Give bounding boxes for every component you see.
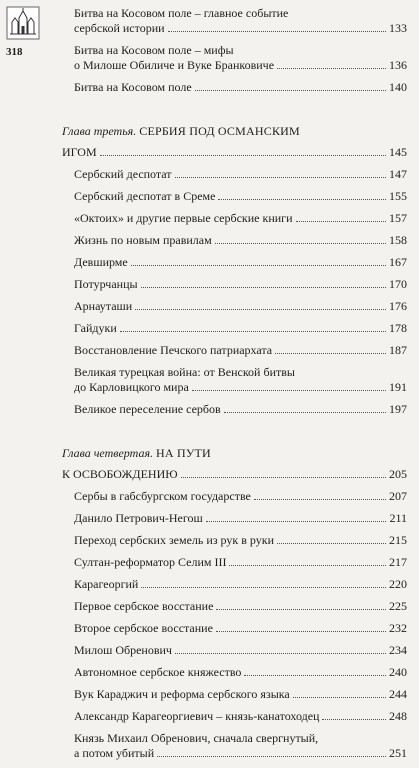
toc-entry-title: о Милоше Обиличе и Вуке Бранковиче [74, 58, 275, 72]
toc-entry [62, 555, 407, 570]
toc-entry-page: 240 [389, 665, 407, 679]
toc-entry [62, 489, 407, 504]
toc-entry-page: 178 [389, 321, 407, 335]
toc-entry-page: 140 [389, 80, 407, 94]
toc-entry-title: Автономное сербское княжество [74, 665, 242, 679]
toc-entry-page: 217 [389, 555, 407, 569]
toc-entry-title: Сербы в габсбургском государстве [74, 489, 251, 503]
toc-entry-title: Сербский деспотат [74, 167, 172, 181]
toc-entry-title: сербской истории [74, 21, 165, 35]
toc-entry-title: Великое переселение сербов [74, 402, 221, 416]
toc-entry-title: а потом убитый [74, 746, 155, 760]
toc-entry [62, 189, 407, 204]
toc-entry [62, 380, 407, 395]
chapter-3-heading: Глава третья. СЕРБИЯ ПОД ОСМАНСКИМ [62, 124, 300, 138]
toc-entry-title: Данило Петрович-Негош [74, 511, 203, 525]
table-of-contents [62, 6, 407, 768]
toc-entry-page: 211 [389, 511, 407, 525]
toc-entry [62, 365, 407, 380]
toc-entry [62, 402, 407, 417]
toc-entry-page: 187 [389, 343, 407, 357]
toc-entry [62, 21, 407, 36]
toc-entry [62, 577, 407, 592]
toc-entry [62, 665, 407, 680]
toc-entry-page: 215 [389, 533, 407, 547]
toc-entry-page: 248 [389, 709, 407, 723]
toc-entry-title: «Октоих» и другие первые сербские книги [74, 211, 293, 225]
toc-entry-page: 155 [389, 189, 407, 203]
toc-entry [62, 299, 407, 314]
toc-entry [62, 233, 407, 248]
toc-entry-page: 197 [389, 402, 407, 416]
toc-entry [62, 43, 407, 58]
toc-entry [62, 211, 407, 226]
toc-entry-title: Девширме [74, 255, 128, 269]
toc-entry-title: Второе сербское восстание [74, 621, 213, 635]
toc-entry-title: Битва на Косовом поле – главное событие [74, 6, 289, 20]
toc-entry [62, 511, 407, 526]
chapter-4-heading: Глава четвертая. НА ПУТИ [62, 446, 211, 460]
toc-entry [62, 255, 407, 270]
toc-entry-title: Битва на Косовом поле [74, 80, 192, 94]
chapter-4-heading-line2: К ОСВОБОЖДЕНИЮ 205 [62, 467, 407, 481]
toc-entry-page: 158 [389, 233, 407, 247]
chapter-4-page: 205 [389, 467, 407, 481]
church-icon [6, 6, 40, 40]
toc-entry-page: 251 [389, 746, 407, 760]
toc-entry-title: Жизнь по новым правилам [74, 233, 212, 247]
toc-entry [62, 277, 407, 292]
toc-entry [62, 167, 407, 182]
toc-entry-title: Гайдуки [74, 321, 117, 335]
toc-entry [62, 731, 407, 746]
toc-group-chapter-4 [62, 489, 407, 761]
toc-entry-page: 133 [389, 21, 407, 35]
toc-entry-page: 191 [389, 380, 407, 394]
toc-entry-title: Князь Михаил Обренович, сначала свергнутый, [74, 731, 319, 745]
toc-entry [62, 80, 407, 95]
toc-group-chapter-3 [62, 167, 407, 417]
toc-entry-title: Арнауташи [74, 299, 133, 313]
toc-entry [62, 621, 407, 636]
toc-entry [62, 643, 407, 658]
toc-entry-title: Вук Караджич и реформа сербского языка [74, 687, 290, 701]
toc-entry-title: Карагеоргий [74, 577, 139, 591]
toc-entry-page: 136 [389, 58, 407, 72]
toc-entry [62, 6, 407, 21]
toc-entry-page: 157 [389, 211, 407, 225]
toc-entry-page: 232 [389, 621, 407, 635]
toc-entry [62, 533, 407, 548]
chapter-3-page: 145 [389, 145, 407, 159]
toc-entry-page: 207 [389, 489, 407, 503]
chapter-3-heading-line2: ИГОМ 145 [62, 145, 407, 159]
page-number: 318 [6, 46, 23, 58]
toc-entry-title: Первое сербское восстание [74, 599, 214, 613]
toc-entry-title: Переход сербских земель из рук в руки [74, 533, 274, 547]
toc-entry-page: 176 [389, 299, 407, 313]
toc-entry [62, 599, 407, 614]
toc-entry [62, 343, 407, 358]
toc-entry-page: 225 [389, 599, 407, 613]
toc-group-chapter-2-end [62, 6, 407, 95]
toc-entry-title: Потурчанцы [74, 277, 138, 291]
toc-entry-title: Сербский деспотат в Среме [74, 189, 216, 203]
toc-entry [62, 58, 407, 73]
toc-entry-page: 220 [389, 577, 407, 591]
toc-entry-title: Милош Обренович [74, 643, 172, 657]
toc-entry-title: Султан-реформатор Селим III [74, 555, 227, 569]
toc-entry-title: Александр Карагеоргиевич – князь-канатоходец [74, 709, 320, 723]
toc-entry-title: Великая турецкая война: от Венской битвы [74, 365, 295, 379]
toc-entry-page: 244 [389, 687, 407, 701]
toc-entry [62, 321, 407, 336]
toc-entry-page: 147 [389, 167, 407, 181]
toc-entry-title: Восстановление Печского патриархата [74, 343, 273, 357]
toc-entry [62, 746, 407, 761]
toc-entry-page: 234 [389, 643, 407, 657]
toc-entry-title: до Карловицкого мира [74, 380, 189, 394]
toc-entry [62, 709, 407, 724]
toc-entry-page: 167 [389, 255, 407, 269]
toc-entry-title: Битва на Косовом поле – мифы [74, 43, 234, 57]
toc-entry-page: 170 [389, 277, 407, 291]
